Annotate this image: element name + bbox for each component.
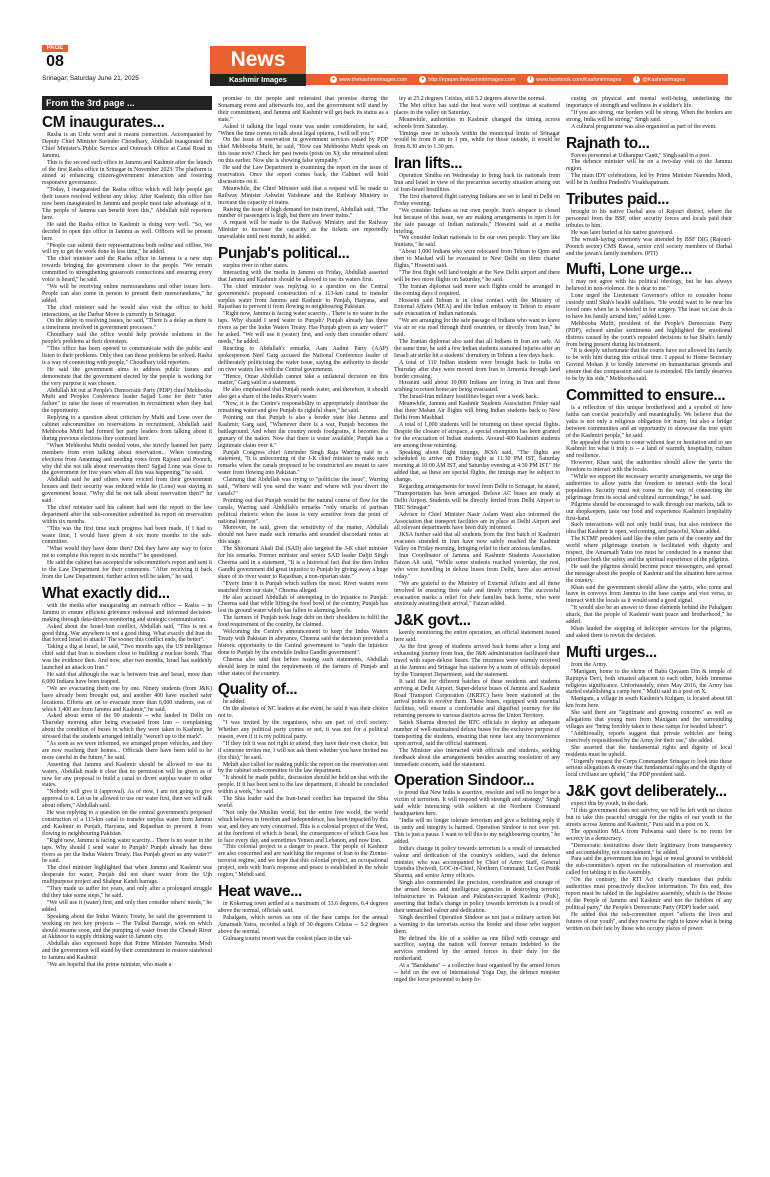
paragraph: "What would they have done then? Did they have any way to force me to complete this report in six months?" he questioned. bbox=[42, 546, 212, 560]
paragraph: Khan lauded the stopping of helicopter services for the pilgrims, and asked them to revisit the decision. bbox=[566, 626, 732, 639]
headline-cm-inaugurates: CM inaugurates... bbox=[42, 114, 165, 131]
paragraph: Claiming that Abdullah was trying to "politicise the issue", Warring said, "Where will you send the water and where will you divert the canals?" bbox=[218, 477, 388, 497]
website-link[interactable] bbox=[330, 76, 407, 83]
paragraph: "Every time it is Punjab which suffers the most. River waters were snatched from our state," Cheema alleged. bbox=[218, 580, 388, 594]
paragraph: "It should be made public, discussion should be held on that with the people. If it has been sent to the law department, it should be concluded within a week," he said. bbox=[218, 775, 388, 796]
paragraph: The opposition MLA from Pulwama said there is no room for secrecy in a democracy. bbox=[566, 828, 732, 842]
article-iran-lifts bbox=[394, 173, 560, 608]
paragraph: "Today, I inaugurated the Rasba office which will help people get their issues resolved without any delay. After Kashmir, this office has now been inaugurated in Jammu and people must take advantage of it. The people of Jammu can benefit from this," Abdullah told reporters here. bbox=[42, 187, 212, 221]
website-label: www.thekashmirimages.com bbox=[339, 76, 408, 83]
paragraph: Pahalgam, which serves as one of the base camps for the annual Amarnath Yatra, recorded a high of 30 degrees Celsius -- 5.2 degrees above the normal. bbox=[218, 914, 388, 935]
paragraph: in Kokernag town settled at a maximum of 33.6 degrees, 6.4 degrees above the normal, officials said. bbox=[218, 900, 388, 914]
paragraph: Regarding arrangements for travel from Delhi to Srinagar, he stated, "Transportation has been arranged. Deluxe AC buses are ready at Delhi Airport. Students will be directly ferried from Delhi Airport to TRC Srinagar." bbox=[394, 484, 560, 511]
paragraph: "Manigam, home to the shrine of Baba Qayaam Din & temple of Rajnipya Devi, both situated adjacent to each other, holds immense religious significance. Unfortunately, since May 2016, the Army has started establishing a camp here," Mufti said in a post on X. bbox=[566, 668, 732, 696]
paragraph: "While we support the necessary security arrangements, we urge the authorities to allow yatris the freedom to interact with the local population. Security must not come in the way of connecting the pilgrimage from its social and cultural surroundings," he said. bbox=[566, 474, 732, 501]
headline-jk-govt-deliberately: J&K govt deliberately... bbox=[566, 783, 727, 801]
facebook-link[interactable] bbox=[527, 76, 621, 83]
paragraph: Singh described Operation Sindoor as not just a military action but a warning to the terrorists across the border and those who support them. bbox=[394, 914, 560, 935]
paragraph: Abdullah hit out at People's Democratic Party (PDP) chief Mehbooba Mufti and Peoples Conference leader Sajjad Lone for their "utter failure" to raise the issue of reservation in recruitment when they had the opportunity. bbox=[42, 387, 212, 415]
headline-mufti-urges: Mufti urges... bbox=[566, 643, 657, 661]
paragraph: with the media after inaugurating an outreach office -- Rasba -- in Jammu to ensure efficient grievance redressal and informed decision-making through data-driven monitoring and strategic communication. bbox=[42, 602, 212, 623]
facebook-icon: f bbox=[527, 76, 534, 83]
paragraph: He was later buried at his native graveyard. bbox=[571, 229, 674, 236]
paragraph: Choudhary said the office would help provide solutions to the people's problems at their doorsteps. bbox=[42, 332, 212, 346]
paragraph: "This office has been opened to communicate with the public and listen to their problems. Only then can those problems be solved. Rasba is a way of connecting with people," Choudhary told reporters. bbox=[42, 346, 212, 366]
paragraph: He said the cabinet has accepted the subcommittee's report and sent it to the Law Department for their comments. "After receiving it back from the Law Department, further action will be taken," he said. bbox=[42, 560, 212, 580]
page-number: 08 bbox=[46, 53, 64, 70]
paragraph: Timings now in schools within the municipal limits of Srinagar would be from 8 am to 1 pm, while for those outside, it would be from 8.30 am to 1.30 pm. bbox=[394, 130, 560, 151]
paragraph: Iran Coordinator of Jammu and Kashmir Students Association Faizan Ali said, "While some students reached yesterday, the rest, who were travelling in deluxe buses from Delhi, have also arrived today." bbox=[394, 553, 560, 580]
paragraph: Operation Sindhu on Wednesday to bring back its nationals from Iran and Israel in view of the precarious security situation arising out of Iran-Israel hostilities. bbox=[394, 173, 560, 194]
from-page-banner: From the 3rd page ... bbox=[42, 96, 212, 110]
paragraph: "We will be receiving online memorandums and other issues here. People can also come in person to present their memorandums," he added. bbox=[42, 283, 212, 304]
paragraph: Cheema also said that before issuing such statements, Abdullah should keep in mind the requirements of the farmers of Punjab and other states of the country. bbox=[218, 656, 388, 677]
twitter-link[interactable] bbox=[633, 76, 685, 83]
paragraph: He added that the sub-committee report "affects the lives and futures of our youth", and they reserve the right to know what is being written on their fate by those who occupy places of power. bbox=[566, 911, 732, 932]
twitter-icon: t bbox=[633, 76, 640, 83]
paragraph: "About 1,000 Indians who were relocated from Tehran to Qom and then to Mashad will be evacuated to New Delhi on three charter flights," Hosseini said. bbox=[394, 249, 560, 270]
paragraph: Mehbooba Mufti, president of the People's Democratic Party (PDP), echoed similar sentiments and highlighted the emotional distress caused by the court's repeated decisions to bar Shah's family from being present during his treatment. bbox=[566, 320, 732, 348]
paragraph: This is the second such office in Jammu and Kashmir after the launch of the first Rasba office in Srinagar in November 2023. The platform is aimed at enhancing citizen-government interaction and fostering responsive governance. bbox=[42, 159, 212, 187]
paragraph: The chief minister said he would also visit the office to hold interactions, as the Darbar Move is currently in Srinagar. bbox=[42, 304, 212, 318]
paragraph: Taking a dig at Israel, he said, "Two months ago, the US intelligence chief said that Iran is nowhere close to building a nuclear bomb. That was the evidence then. And now, after two months, Israel has suddenly launched an attack on Iran." bbox=[42, 644, 212, 672]
article-operation-sindoor bbox=[394, 790, 560, 983]
paragraph: promise to the people and reiterated that promise during the Sonamarg event and afterwards too, and the government will stand by their commitment, and Jammu and Kashmir will get back its status as a state." bbox=[218, 96, 388, 123]
twitter-label: @Kashmirimages bbox=[642, 76, 685, 83]
column-2 bbox=[218, 96, 388, 1166]
section-brand bbox=[210, 46, 306, 86]
paragraph: "We are hopeful that the prime minister, who made a bbox=[47, 962, 172, 969]
article-heat-wave bbox=[218, 901, 388, 942]
article-rajnath-to bbox=[566, 153, 732, 188]
paragraph: "We are evacuating them one by one. Ninety students (from J&K) have already been brought out, and another 400 have reached safer locations. Efforts are on to evacuate more than 6,000 students, out of which 1,400 are from Jammu and Kashmir," he said. bbox=[42, 685, 212, 713]
paragraph: from the Army. bbox=[571, 661, 608, 668]
column-3 bbox=[394, 96, 560, 1166]
paragraph: "Additionally, reports suggest that private vehicles are being coercively requisitioned by the Army for their use," she added. bbox=[566, 730, 732, 744]
paragraph: The defence minister will be on a two-day visit to the Jammu region. bbox=[566, 159, 732, 173]
paragraph: Rasba is an Urdu word and it means connection. Accompanied by Deputy Chief Minister Surinder Choudhary, Abdullah inaugurated the Chief Minister's Public Service and Outreach Office at Canal Road in Jammu. bbox=[42, 132, 212, 159]
article-punjab-political bbox=[218, 263, 388, 677]
paragraph: "Democratic institutions draw their legitimacy from transparency and accountability, not concealment," he added. bbox=[566, 842, 732, 856]
paragraph: Abdullah said he and others were evicted from their government houses and their security was reduced while he (Lone) was staying in government house. "Why did he not talk about reservation then?" he said. bbox=[42, 477, 212, 505]
paragraph: is proud that New India is assertive, resolute and will no longer be a victim of terrorism. It will respond with strength and strategy," Singh said while interacting with soldiers at the Northern Command headquarters here. bbox=[394, 790, 560, 818]
paragraph: He said the pilgrims should become peace messengers, and spread the message about the people of Kashmir and the situation here across the country. bbox=[566, 563, 732, 584]
paragraph: He also accused Abdullah of attempting to do injustice to Punjab. Cheema said that while lifting the food bowl of the country, Punjab has lost its ground water which has fallen to alarming levels. bbox=[218, 594, 388, 615]
facebook-label: www.facebook.com/Kashmirimages bbox=[536, 76, 622, 83]
paragraph: A cultural programme was also organised as part of the event. bbox=[571, 123, 717, 130]
paragraph: On the issue of reservation in government services raised by PDP chief Mehbooba Mufti, he said, "How can Mehbooba Mufti speak on this issue now? Check her past tweets (posts on X); she remained silent on this earlier. Now she is showing false sympathy." bbox=[218, 137, 388, 165]
paragraph: "People can submit their representations both online and offline. We will try to get the work done in less time," he added. bbox=[42, 242, 212, 256]
paragraph: keenly monitoring the entire operation, an official statement issued here said. bbox=[394, 630, 560, 644]
paragraph: Asked about some of the 90 students -- who landed in Delhi on Thursday morning after being evacuated from Iran -- complaining about the condition of buses in which they were taken to Kashmir, he stressed that the students arranged initially "weren't up to the mark". bbox=[42, 713, 212, 741]
paragraph: "It is deeply unfortunate that the courts have not allowed his family to be with him during this critical time. I appeal to Home Secretary Govind Mohan ji to kindly intervene on humanitarian grounds and ensure that due compassion and care is extended. His family deserves to be by his side," Mehbooba said. bbox=[566, 348, 732, 383]
paragraph: She asserted that the fundamental rights and dignity of local residents must be upheld. bbox=[566, 744, 732, 758]
paragraph: The chief minister highlighted that when Jammu and Kashmir was desperate for water, Punjab did not share water from the Ujh multipurpose project and Shahpur Kandi barrage. bbox=[42, 865, 212, 886]
paragraph: "The first flight will land tonight at the New Delhi airport and there will be two more flights on Saturday," he said. bbox=[394, 269, 560, 283]
paragraph: "If this government does not survive, we will be left with no choice but to take this peaceful struggle for the rights of our youth to the streets across Jammu and Kashmir," Para said in a post on X. bbox=[566, 808, 732, 828]
paragraph: A total of 110 Indian students were brought back to India on Thursday after they were moved from Iran to Armenia through land border crossing. bbox=[394, 359, 560, 380]
paragraph: Advisor to Chief Minister Nasir Aslam Wani also informed the Association that transport facilities are in place at Delhi Airport and all relevant departments have been duly informed. bbox=[394, 511, 560, 532]
paragraph: Raising the issue of high demand for train travel, Abdullah said, "The number of passengers is high, but there are fewer trains." bbox=[218, 206, 388, 220]
paragraph: Manigam, a village in south Kashmir's Kulgam, is located about 68 km from here. bbox=[566, 696, 732, 710]
paragraph: He said the government aims to address public issues and demonstrate that the government elected by the people is working for the very purpose it was chosen. bbox=[42, 366, 212, 387]
article-cm-inaugurates bbox=[42, 132, 212, 581]
paragraph: "Right now, Jammu is facing water scarcity... There is no water in the taps. Why should I send water to Punjab? Punjab already has three rivers as per the Indus Waters Treaty. Has Punjab given us any water?" he said. bbox=[42, 837, 212, 865]
page-label: PAGE bbox=[42, 45, 68, 52]
paragraph: He said the Law Department is examining the report on the issue of reservation. Once the report comes back, the Cabinet will hold discussions on it. bbox=[218, 165, 388, 185]
paragraph: Asserting that Jammu and Kashmir should be allowed to use its waters, Abdullah made it clear that no permission will be given as of now for any proposal to build a canal to divert surplus water to other states. bbox=[42, 761, 212, 789]
paragraph: Meanwhile, the Chief Minister said that a request will be made to Railway Minister Ashwini Vaishnaw and the Railway Ministry to increase the capacity of trains. bbox=[218, 185, 388, 206]
paragraph: "India will no longer tolerate terrorism and give a befitting reply if its unity and integrity is harmed. Operation Sindoor is not over yet. This is just a pause. I want to tell this to my neighbouring country," he added. bbox=[394, 818, 560, 845]
column-4 bbox=[566, 96, 732, 1166]
paragraph: "They made us suffer for years, and only after a prolonged struggle did they take some steps," he said. bbox=[42, 886, 212, 899]
paragraph: is a reflection of this unique brotherhood and a symbol of how faiths can coexist peacefully and meaningfully. We believe that the yatra is not only a religious obligation for many, but also a bridge between communities and an opportunity to showcase the true spirit of the Kashmiri people," he said. bbox=[566, 405, 732, 439]
paragraph: he added. bbox=[223, 699, 246, 706]
paragraph: "We will use it (water) first, and only then consider others' needs," he added. bbox=[42, 899, 212, 913]
publication-name: Kashmir Images bbox=[210, 74, 306, 86]
social-links bbox=[330, 74, 730, 85]
paragraph: The Shia leader said the Iran-Israel conflict has impacted the Shia world. bbox=[218, 796, 388, 809]
epaper-label: http://epaper.thekashmirimages.com bbox=[428, 76, 516, 83]
paragraph: "We consider Indians as our own people. Iran's airspace is closed but because of this issue, we are making arrangements to open it for the safe passage of Indian nationals," Hosseini said at a media briefing. bbox=[394, 207, 560, 235]
article-tributes-paid bbox=[566, 209, 732, 257]
paragraph: "Not only the Muslim world, but the entire free world, the world which believes in freedom and independence, has been impacted by this war, and they are very concerned. This is a colonial project of the West, at the forefront of which is Israel, the consequences of which Gaza has to face every day, and sometimes Yemen and Lebanon, and now Iran. bbox=[218, 809, 388, 844]
paragraph: Singh also commended the precision, coordination and courage of the armed forces and intelligence agencies in destroying terrorist infrastructure in Pakistan and Pakistan-occupied Kashmir (PoK), asserting that India's change in policy towards terrorism is a result of their unmatched valour and dedication. bbox=[394, 880, 560, 914]
paragraph: However, Khan said, the authorities should allow the yatris the freedom to interact with the locals. bbox=[566, 460, 732, 474]
paragraph: It said that for different batches of these residents and students arriving at Delhi Airport, Super-deluxe buses of Jammu and Kashmir Road Transport Corporation (JKRTC) have been stationed at the arrival points to receive them. These buses, equipped with essential facilities, will ensure a comfortable and dignified journey for the returning persons to various districts across the Union Territory. bbox=[394, 678, 560, 720]
paragraph: Mehdi also called for making public the report on the reservation sent by the cabinet sub-committee to the law department. bbox=[218, 761, 388, 775]
paragraph: Hosseini said Tehran is in close contact with the Ministry of External Affairs (MEA) and the Indian embassy in Tehran to ensure safe evacuation of Indian nationals. bbox=[394, 297, 560, 318]
paragraph: On the absence of NC leaders at the event, he said it was their choice not to. bbox=[218, 706, 388, 720]
paragraph: Abdullah also expressed hope that Prime Minister Narendra Modi and the government will stand by their commitment to restore statehood to Jammu and Kashmir. bbox=[42, 941, 212, 962]
paragraph: "As soon as we were informed, we arranged proper vehicles, and they are now reaching their homes... Officials there have been told to be more careful in the future," he said. bbox=[42, 741, 212, 761]
headline-operation-sindoor: Operation Sindoor... bbox=[394, 772, 535, 790]
paragraph: Pointing out that Punjab would be the natural course of flow for the canals, Warring said Abdullah's remarks "only smacks of partisan political rhetoric when the issue is very sensitive from the point of national interest". bbox=[218, 497, 388, 525]
paragraph: Hosseini said about 10,000 Indians are living in Iran and those wishing to return home are being evacuated. bbox=[394, 380, 560, 394]
paragraph: Lone urged the Lieutenant Governor's office to consider home custody until Shah's health stabilises. "He would want to be near his loved ones when he is wheeled in for surgery. The least we can do is to have his family around him," added Lone. bbox=[566, 293, 732, 320]
paragraph: The Met office has said the heat wave will continue at scattered places in the valley on Saturday. bbox=[394, 102, 560, 116]
paragraph: India's change in policy towards terrorism is a result of unmatched valour and dedication of the country's soldiers, said the defence minister, who was accompanied by Chief of Army Staff, General Upendra Dwivedi, GOC-in-Chief, Northern Command, Lt Gen Pratik Sharma, and senior Army officers. bbox=[394, 845, 560, 880]
paragraph: She said there are "legitimate and growing concerns" as well as allegations that young men from Manigam and the surrounding villages are "being forcibly taken to these camps for beaded labour". bbox=[566, 710, 732, 730]
article-continued bbox=[218, 96, 388, 241]
paragraph: Para said the government has no legal or moral ground to withhold the sub-committee's report on the rationalisation of reservation and called for tabling it in the Assembly. bbox=[566, 856, 732, 877]
paragraph: "We consider Indian nationals to be our own people. They are like Iranians," he said. bbox=[394, 235, 560, 249]
paragraph: cusing on physical and mental well-being, underlining the importance of strength and wellness in a soldier's life. bbox=[566, 96, 732, 109]
headline-jk-govt: J&K govt... bbox=[394, 612, 471, 630]
paragraph: Meanwhile, authorities in Kashmir changed the timing across schools from Saturday. bbox=[394, 116, 560, 130]
paragraph: He also emphasised that Punjab needs water, and therefore, it should also get a share of the Indus River's water. bbox=[218, 387, 388, 401]
headline-rajnath-to: Rajnath to... bbox=[566, 134, 650, 152]
paragraph: "If they felt it was not right to attend, they have their own choice, but if someone invites me, I will not ask them whether you have invited me (for this)," he said. bbox=[218, 740, 388, 761]
globe-icon: ● bbox=[331, 76, 336, 82]
paragraph: Pilgrims should be encouraged to walk through our markets, talk to our shopkeepers, taste our food and experience Kashmiri hospitality first-hand. bbox=[566, 501, 732, 522]
paragraph: He defined the life of a soldier as one filled with courage and sacrifice, saying the nation will forever remain indebted to the services rendered by the armed forces in their duty for the motherland. bbox=[394, 935, 560, 963]
paragraph: On the delay in resolving issues, he said, "There is a delay as there is a timeframe involved in government processes." bbox=[42, 318, 212, 332]
article-quality-of bbox=[218, 699, 388, 879]
paragraph: The chief minister said the Rasba office in Jammu is a new step towards bringing the government closer to the people. "We remain committed to strengthening grassroots connections and ensuring every voice is heard," he said. bbox=[42, 256, 212, 284]
paragraph: Asked about the Israel-Iran conflict, Abdullah said, "This is not a good thing. War anywhere is not a good thing. What exactly did Iran do that forced Israel to attack? The sooner this conflict ends, the better". bbox=[42, 623, 212, 644]
article-heat-continued bbox=[394, 96, 560, 151]
paragraph: I may not agree with his political ideology, but he has always believed in non-violence. He is dear to me." bbox=[566, 279, 732, 293]
paragraph: "When Mehbooba Mufti needed votes, she strictly banned her party members from even talking about reservation... When contesting elections from Anantnag and needing votes from Rajouri and Poonch, why did she not talk about reservation then? Sajjad Lone was close to the government for five years when all this was happening," he said. bbox=[42, 442, 212, 477]
paragraph: "Nobody will give it (approval). As of now, I am not going to give approval to it. Let us be allowed to use our water first, then we will talk about others," Abdullah said. bbox=[42, 789, 212, 810]
paragraph: At a "Barakhana" -- a collective feast organised by the armed forces -- held on the eve of International Yoga Day, the defence minister urged the force personnel to keep fo- bbox=[394, 963, 560, 983]
paragraph: Meanwhile, Jammu and Kashmir Students Association Friday said that three Mahan Air flights will bring Indian students back to New Delhi from Mashhad. bbox=[394, 401, 560, 421]
paragraph: A request will be made to the Railway Ministry and the Railway Minister to increase the capacity as the tickets are reportedly unavailable until next month, he added. bbox=[218, 220, 388, 241]
paragraph: The chief minister was replying to a question on the Central government's proposed construction of a 113-km canal to transfer surplus water from Jammu and Kashmir to Punjab, Haryana, and Rajasthan to prevent it from flowing to neighbouring Pakistan. bbox=[218, 283, 388, 311]
paragraph: The first chartered flight carrying Indians are set to land in Delhi on Friday evening. bbox=[394, 193, 560, 207]
paragraph: The Shiromani Akali Dal (SAD) also targeted the J-K chief minister for his remarks. Former minister and senior SAD leader Daljit Singh Cheema said in a statement, "It is a historical fact that the then Indira Gandhi government did great injustice to Punjab by giving away a huge share of its river water to Rajasthan, a non-riparian state." bbox=[218, 546, 388, 580]
paragraph: He said the Rasba office in Kashmir is doing very well. "So, we decided to open this office in Jammu as well. Officers will be present here. bbox=[42, 221, 212, 242]
headline-what-exactly: What exactly did... bbox=[42, 584, 170, 602]
paragraph: The Iranian diplomat also said that all Indians in Iran are safe. At the same time, he said a few Indian students sustained injuries after an Israeli air strike hit a students' dormitory in Tehran a few days back. bbox=[394, 339, 560, 359]
paragraph: "Hence, Omar Abdullah cannot take a unilateral decision on this matter," Garg said in a statement. bbox=[218, 373, 388, 387]
article-committed-to-ensure bbox=[566, 405, 732, 640]
paragraph: The chief minister said his cabinet had sent the report to the law department after the sub-committee submitted its report on reservation within six months. bbox=[42, 504, 212, 525]
paragraph: "This was the first time such progress had been made. If I had to waste time, I would have given it six more months to the sub-committee. bbox=[42, 525, 212, 546]
headline-quality-of: Quality of... bbox=[218, 681, 298, 699]
paragraph: Pointing out that Punjab is also a border state like Jammu and Kashmir, Garg said, "Whenever there is a war, Punjab becomes the battleground. And when the country needs foodgrains, it becomes the granary of the nation. Now that there is water available, Punjab has a legitimate claim over it." bbox=[218, 414, 388, 449]
globe-icon: ● bbox=[421, 76, 425, 82]
paragraph: ley at 25.2 degrees Celsius, still 5.2 degrees above the normal. bbox=[399, 96, 546, 102]
paragraph: Asked if talking the legal route was under consideration, he said, "When the time comes to talk about legal options, I will tell you." bbox=[218, 123, 388, 137]
paragraph: "On the contrary, the RTI Act clearly mandates that public authorities must proactively disclose information. To this end, this report must be tabled in the legislative assembly, which is the House of the People of Jammu and Kashmir and not the fiefdom of any political party," the People's Democratic Party (PDP) leader said. bbox=[566, 877, 732, 911]
paragraph: surplus river to other states. bbox=[223, 263, 289, 270]
paragraph: "Right now, Jammu is facing water scarcity... There is no water in the taps. Why should I send water to Punjab? Punjab already has three rivers as per the Indus Waters Treaty. Has Punjab given us any water?" he asked. "We will use it (water) first, and only then consider others' needs," he added. bbox=[218, 311, 388, 345]
headline-iran-lifts: Iran lifts... bbox=[394, 155, 463, 173]
paragraph: "Now, it is the Centre's responsibility to appropriately distribute the remaining water and give Punjab its rightful share," he said. bbox=[218, 401, 388, 415]
article-jk-govt bbox=[394, 630, 560, 768]
paragraph: Speaking about the Indus Waters Treaty, he said the government is working on two key projects -- The Tulbul Barrage, work on which should resume soon, and the pumping of water from the Chenab River at Akhnoor to supply drinking water to Jammu city. bbox=[42, 913, 212, 941]
paragraph: The KTMF president said like the other parts of the country and the world where pilgrimage tourism is facilitated with dignity and respect, the Amarnath Yatra too must be conducted in a manner that prioritises both the safety and the spiritual experience of the pilgrims. bbox=[566, 536, 732, 563]
headline-heat-wave: Heat wave... bbox=[218, 882, 302, 900]
paragraph: "We are arranging for the safe passage of Indians who want to leave via air or via road through third countries, or directly from Iran," he said. bbox=[394, 318, 560, 339]
paragraph: Reacting to Abdullah's remarks, Aam Aadmi Party (AAP) spokesperson Neel Garg accused the National Conference leader of deliberately politicising the water issue, saying the authority to decide on river waters lies with the Central government. bbox=[218, 345, 388, 373]
article-jk-govt-deliberately bbox=[566, 801, 732, 932]
paragraph: As the first group of students arrived back home after a long and exhausting journey from Iran, the J&K administration facilitated their travel with super-deluxe buses. The returnees were warmly received at the Jammu and Srinagar bus stations by a team of officials deputed by the Transport Department, said the statement. bbox=[394, 644, 560, 678]
paragraph: "If you are strong, our borders will be strong. When the borders are strong, India will be strong," Singh said. bbox=[566, 109, 732, 123]
paragraph: "Urgently request the Corps Commander Srinagar to look into these serious allegations & ensure that fundamental rights and the dignity of local civilians are upheld," the PDP president said. bbox=[566, 758, 732, 779]
paragraph: Interacting with the media in Jammu on Friday, Abdullah asserted that Jammu and Kashmir should be allowed to use its waters first. bbox=[218, 269, 388, 283]
headline-mufti-lone: Mufti, Lone urge... bbox=[566, 261, 692, 279]
paragraph: brought to his native Darhal area of Rajouri district, where the personnel from the BSF, other security forces and locals paid their tributes to him. bbox=[566, 209, 732, 229]
section-title: News bbox=[230, 48, 286, 71]
paragraph: JKSA further said that all students from the first batch of Kashmiri evacuees stranded in Iran have now safely reached the Kashmir Valley on Friday morning, bringing relief to their anxious families. bbox=[394, 532, 560, 553]
paragraph: He appealed the yatris to come without fear or hesitation and to see Kashmir for what it truly is -- a land of warmth, hospitality, culture and resilience. bbox=[566, 439, 732, 460]
epaper-link[interactable] bbox=[419, 76, 515, 83]
paragraph: Khan said the government should allow the yatris, who come and leave in convoys from Jammu to the base camps and vice versa, to interact with the locals as it would send a good signal. bbox=[566, 584, 732, 605]
paragraph: The main IDY celebrations, led by Prime Minister Narendra Modi, will be in Andhra Pradesh's Visakhapatnam. bbox=[566, 173, 732, 187]
column-1 bbox=[42, 96, 212, 1166]
paragraph: Satish Sharma directed the RTC officials to deploy an adequate number of well-maintained deluxe buses for the exclusive purpose of transporting the students, ensuring that none face any inconvenience upon arrival, said the official statement. bbox=[394, 720, 560, 747]
article-op-continued bbox=[566, 96, 732, 131]
article-mufti-lone bbox=[566, 279, 732, 383]
page-number-box bbox=[42, 46, 68, 70]
paragraph: "It would also be an answer to those elements behind the Pahalgam attack, that the people of Kashmir want peace and brotherhood," he added. bbox=[566, 605, 732, 626]
paragraph: Gulmarg tourist resort was the coolest place in the val- bbox=[223, 935, 352, 942]
paragraph: The Israel-Iran military hostilities began over a week back. bbox=[399, 394, 539, 401]
paragraph: "We are grateful to the Ministry of External Affairs and all those involved in ensuring their safe and timely return. The successful evacuation marks a relief for their families back home, who were anxiously awaiting their arrival," Faizan added. bbox=[394, 580, 560, 608]
masthead bbox=[0, 0, 770, 90]
paragraph: "This colonial project is a danger to peace. The people of Kashmir are also concerned and are watching the response of Iran to the Zionist-terrorist regime, and we hope that this colonial project, an occupational project, ends with Iran's response and peace is established in the whole region," Mehdi said. bbox=[218, 844, 388, 879]
headline-committed-to-ensure: Committed to ensure... bbox=[566, 387, 726, 404]
paragraph: Forces personnel at Udhampur Cantt," Singh said in a post. bbox=[571, 152, 711, 159]
paragraph: expect this by youth, in the dark. bbox=[571, 801, 649, 808]
paragraph: A total of 1,000 students will be returning on these special flights. Despite the closure of airspace, a special exemption has been granted for the evacuation of Indian students. Around 400 Kashmiri students are among those returning. bbox=[394, 421, 560, 449]
paragraph: "I was invited by the organisers, who are part of civil society. Whether any political party comes or not, it was not for a political reason, even if it is my political party. bbox=[218, 720, 388, 740]
paragraph: He was replying to a question on the central government's proposed construction of a 113-km canal to transfer surplus water from Jammu and Kashmir to Punjab, Haryana, and Rajasthan to prevent it from flowing to neighbouring Pakistan. bbox=[42, 810, 212, 837]
headline-punjab-political: Punjab's political... bbox=[218, 245, 350, 263]
article-what-exactly bbox=[42, 603, 212, 969]
paragraph: He said that although the war is between Iran and Israel, more than 6,000 Indians have been trapped. bbox=[42, 671, 212, 685]
paragraph: Moreover, he said, given the sensitivity of the matter, Abdullah should not have made such remarks and sounded discordant notes at this stage. bbox=[218, 525, 388, 546]
headline-tributes-paid: Tributes paid... bbox=[566, 191, 669, 209]
paragraph: Welcoming the Centre's announcement to keep the Indus Waters Treaty with Pakistan in abeyance, Cheema said the decision provided a historic opportunity to the Central government to "undo the injustice done to Punjab by the erstwhile Indira Gandhi government". bbox=[218, 629, 388, 656]
paragraph: Punjab Congress chief Amrinder Singh Raja Warring said in a statement, "It is unbecoming of the J-K chief minister to make such remarks when the canals proposed to be constructed are meant to save water from flowing into Pakistan." bbox=[218, 449, 388, 477]
paragraph: Speaking about flight timings, JKSA said, "The flights are scheduled to arrive on Friday night at 11:30 PM IST, Saturday morning at 10:00 AM IST, and Saturday evening at 4:30 PM IST." He added that, as these are special flights, the timings may be subject to change. bbox=[394, 449, 560, 484]
paragraph: The wreath-laying ceremony was attended by BSF DIG (Rajouri-Poonch sector) CMS Rawat, senior civil society members of Darhal and the jawan's family members. (PTI) bbox=[566, 236, 732, 257]
paragraph: Such interactions will not only build trust, but also reinforce the idea that Kashmir is open, welcoming, and peaceful, Khan added. bbox=[566, 522, 732, 536]
dateline: Srinagar, Saturday June 21, 2025 bbox=[42, 75, 139, 82]
paragraph: Replying to a question about criticism by Mufti and Lone over the cabinet subcommittee on reservations in recruitment, Abdullah said Mehbooba Mufti had formed her party leaders from talking about it during previous elections they contested here. bbox=[42, 415, 212, 442]
paragraph: The farmers of Punjab took huge debt on their shoulders to fulfil the food requirement of the country, he claimed. bbox=[218, 615, 388, 629]
article-mufti-urges bbox=[566, 662, 732, 779]
paragraph: The Iranian diplomat said more such flights could be arranged in the coming days if required. bbox=[394, 283, 560, 297]
paragraph: The Minister also interacted with officials and students, seeking feedback about the arrangements besides assuring resolution of any immediate concern, said the statement. bbox=[394, 747, 560, 768]
